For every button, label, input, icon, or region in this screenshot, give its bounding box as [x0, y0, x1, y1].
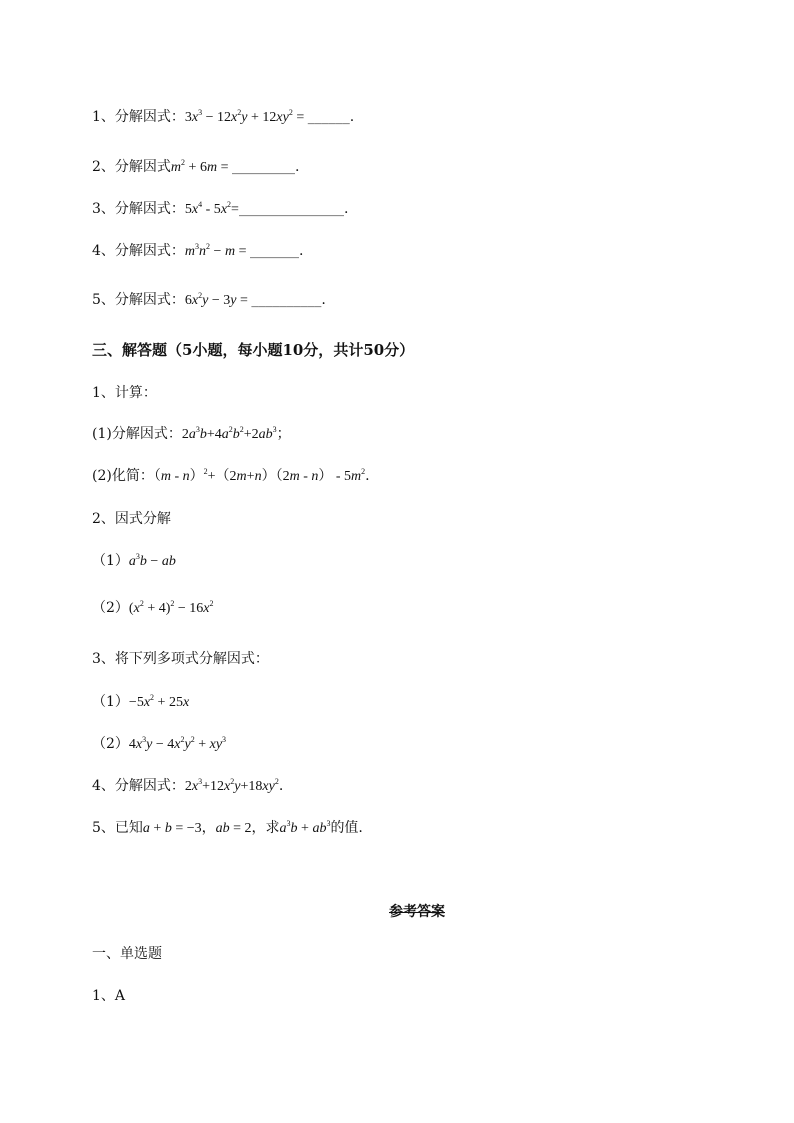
separator: ， — [201, 820, 216, 836]
question-2-part-2 — [92, 598, 214, 619]
answer-blank: __________ — [251, 292, 322, 308]
period: . — [349, 109, 355, 125]
part-prefix: (2)化简： — [92, 468, 154, 484]
math-expression: $5x^4 - 5x^2=$ — [184, 200, 239, 217]
answer-title-text: 参考答案 — [389, 904, 445, 920]
answer-item: 1、A — [92, 988, 126, 1004]
math-expression: $3x^3 - 12x^2y + 12xy^2$ = — [184, 108, 308, 125]
ask-text: ，求 — [251, 820, 280, 836]
period: . — [343, 201, 349, 217]
part-end: . — [365, 468, 370, 484]
period: . — [294, 159, 300, 175]
question-4 — [92, 776, 283, 797]
fill-question-3 — [92, 199, 348, 220]
math-expression: $4x^3y - 4x^2y^2 + xy^3$ — [128, 735, 227, 752]
section-heading: 三、解答题（5小题，每小题10分，共计50分） — [92, 341, 415, 359]
question-prefix: 3、分解因式： — [92, 201, 185, 217]
part-prefix: （2） — [92, 736, 129, 752]
period: . — [278, 778, 284, 794]
fill-question-2 — [92, 157, 299, 178]
period: . — [321, 292, 326, 308]
math-expression: $6x^2y - 3y$ = — [184, 291, 252, 308]
question-2-title: 2、因式分解 — [92, 511, 171, 527]
question-3-part-2 — [92, 734, 226, 755]
period: . — [298, 243, 304, 259]
answer-blank: _______________ — [238, 201, 344, 217]
question-prefix: 2、分解因式 — [92, 159, 171, 175]
fill-question-5 — [92, 290, 326, 311]
question-prefix: 5、已知 — [92, 820, 143, 836]
math-expression: $a^3b$ − ab — [128, 552, 176, 569]
question-prefix: 4、分解因式： — [92, 243, 185, 259]
fill-question-4 — [92, 241, 303, 262]
question-2-part-1 — [92, 551, 176, 572]
answer-blank: _________ — [231, 159, 295, 175]
part-prefix: （1） — [92, 553, 129, 569]
question-5 — [92, 818, 363, 839]
math-expression: ab = 2 — [215, 821, 252, 836]
question-1-part-2 — [92, 466, 370, 487]
math-expression: $2a^3b+4a^2b^2+2ab^3$ — [181, 425, 277, 442]
question-1-title: 1、计算： — [92, 385, 157, 401]
fill-question-1 — [92, 107, 354, 128]
part-prefix: (1)分解因式： — [92, 426, 182, 442]
answer-subsection-heading: 一、单选题 — [92, 946, 162, 962]
math-expression: $(x^2 + 4)^2 - 16x^2$ — [128, 599, 214, 616]
answer-blank: _______ — [249, 243, 299, 259]
question-end: 的值. — [330, 820, 363, 836]
math-expression: $a^3b + ab^3$ — [279, 819, 331, 836]
part-end: ； — [276, 426, 291, 442]
part-prefix: （1） — [92, 694, 129, 710]
math-expression: $(m - n)^2+(2m+n)(2m - n) - 5m^2$ — [153, 467, 366, 484]
part-prefix: （2） — [92, 600, 129, 616]
question-1-part-1 — [92, 424, 291, 445]
answer-section-title — [0, 902, 794, 922]
answer-blank: ______ — [307, 109, 350, 125]
math-expression: $m^2 + 6m$ = — [170, 158, 232, 175]
question-3-part-1 — [92, 692, 189, 713]
math-expression: a + b = −3 — [142, 821, 202, 836]
question-prefix: 4、分解因式： — [92, 778, 185, 794]
question-3-title: 3、将下列多项式分解因式： — [92, 651, 269, 667]
math-expression: $m^3n^2 - m$ = — [184, 242, 250, 259]
math-expression: $-5x^2 + 25x$ — [128, 693, 190, 710]
math-expression: $2x^3+12x^2y+18xy^2$ — [184, 777, 279, 794]
question-prefix: 1、分解因式： — [92, 109, 185, 125]
question-prefix: 5、分解因式： — [92, 292, 185, 308]
